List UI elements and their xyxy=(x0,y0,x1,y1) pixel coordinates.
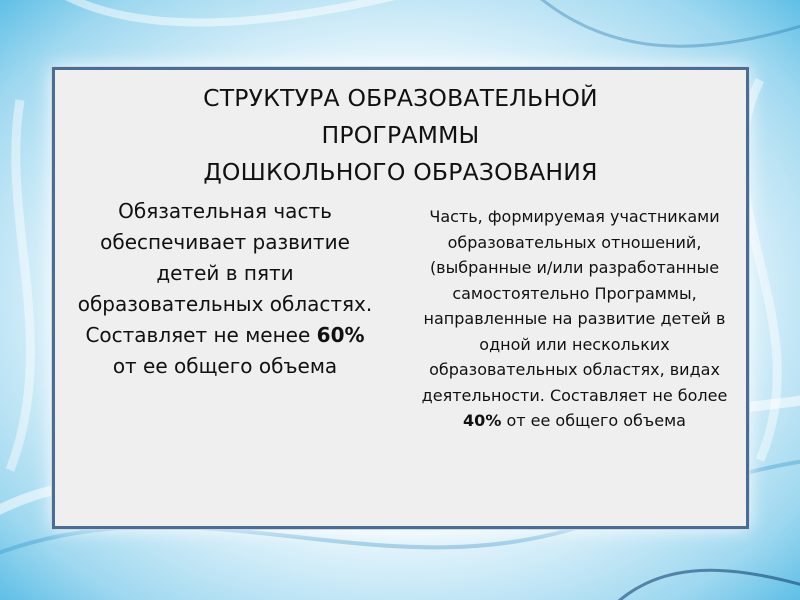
mandatory-part-share-value: 60% xyxy=(316,323,365,347)
title-line-1: СТРУКТУРА ОБРАЗОВАТЕЛЬНОЙ xyxy=(203,84,598,112)
mandatory-part-description: Обязательная часть обеспечивает развитие детей в пяти образовательных областях. xyxy=(77,199,373,316)
slide-title xyxy=(55,80,746,191)
mandatory-part-share-prefix: Составляет не менее xyxy=(85,323,311,347)
content-panel xyxy=(52,67,749,529)
formed-part-share-suffix: от ее общего объема xyxy=(506,411,686,430)
title-line-3: ДОШКОЛЬНОГО ОБРАЗОВАНИЯ xyxy=(203,158,598,186)
mandatory-part-text xyxy=(75,196,375,382)
formed-part-share-value: 40% xyxy=(463,411,502,430)
mandatory-part-share-suffix: от ее общего объема xyxy=(112,354,338,378)
formed-part-text xyxy=(417,204,732,434)
formed-part-share-prefix: Составляет не более xyxy=(549,385,728,405)
formed-part-description: Часть, формируемая участниками образовательных отношений, (выбранные и/или разработанные самостоятельно Программы, направленные на развитие детей в одной или нескольких образовательных областях, видах деятельности. xyxy=(421,207,726,405)
title-line-2: ПРОГРАММЫ xyxy=(321,121,480,149)
